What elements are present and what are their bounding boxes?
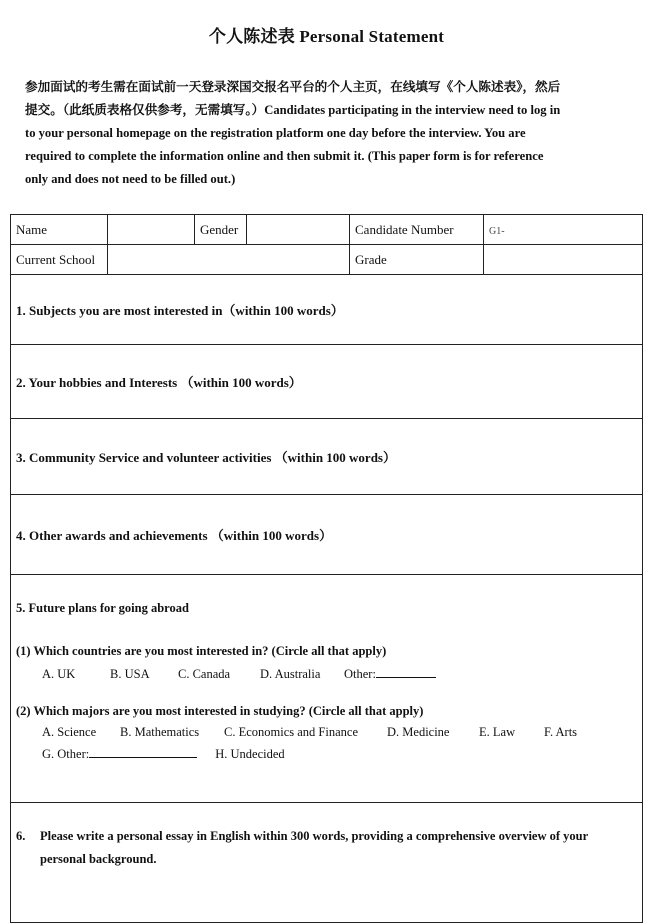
intro-line: to your personal homepage on the registration platform one day before the interview. You are <box>25 126 526 140</box>
q2-option-law[interactable]: E. Law <box>479 725 516 739</box>
section-awards <box>11 495 643 575</box>
section-essay <box>11 803 643 923</box>
section-community-box[interactable] <box>11 419 643 495</box>
intro-line: 参加面试的考生需在面试前一天登录深国交报名平台的个人主页，在线填写《个人陈述表》，然后 <box>25 80 561 94</box>
q2-option-arts[interactable]: F. Arts <box>544 725 578 739</box>
form-table <box>10 214 643 923</box>
grade-field[interactable] <box>484 245 643 275</box>
section-essay-line: personal background. <box>40 852 157 866</box>
intro-paragraph <box>25 76 630 191</box>
grade-label: Grade <box>350 245 484 275</box>
q2-question: (2) Which majors are you most interested in studying? (Circle all that apply) <box>16 704 424 718</box>
q1-question: (1) Which countries are you most interested in? (Circle all that apply) <box>16 644 387 658</box>
page-title: 个人陈述表 Personal Statement <box>208 27 445 46</box>
q2-option-science[interactable]: A. Science <box>42 725 97 739</box>
section-essay-line: Please write a personal essay in English within 300 words, providing a comprehensive overview of your <box>40 829 589 843</box>
q2-option-other[interactable]: G. Other: <box>42 747 90 761</box>
section-essay-prompt <box>16 825 637 871</box>
q2-other-blank[interactable] <box>89 745 197 758</box>
intro-line: 提交。（此纸质表格仅供参考，无需填写。）Candidates participating in the interview need to log in <box>25 103 561 117</box>
q1-option-canada[interactable]: C. Canada <box>178 667 231 681</box>
q1-option-uk[interactable]: A. UK <box>42 667 76 681</box>
section-future-plans <box>11 575 643 803</box>
section-awards-box[interactable] <box>11 495 643 575</box>
current-school-label: Current School <box>11 245 108 275</box>
section-subjects <box>11 275 643 345</box>
section-essay-box[interactable] <box>11 803 643 923</box>
candidate-number-prefix: G1- <box>489 225 505 237</box>
q2-option-mathematics[interactable]: B. Mathematics <box>120 725 200 739</box>
intro-line: only and does not need to be filled out.) <box>25 172 236 186</box>
row-school <box>11 245 643 275</box>
q2-option-economics[interactable]: C. Economics and Finance <box>224 725 358 739</box>
section-awards-title: 4. Other awards and achievements （within 100 words） <box>16 528 333 543</box>
q2-option-medicine[interactable]: D. Medicine <box>387 725 450 739</box>
section-subjects-title: 1. Subjects you are most interested in（within 100 words） <box>16 303 344 318</box>
section-hobbies-title: 2. Your hobbies and Interests （within 100 words） <box>16 375 302 390</box>
name-field[interactable] <box>108 215 195 245</box>
section-community-service <box>11 419 643 495</box>
q2-options-row2 <box>16 745 637 762</box>
intro-line: required to complete the information online and then submit it. (This paper form is for reference <box>25 149 544 163</box>
q1-option-usa[interactable]: B. USA <box>110 667 150 681</box>
q1-options <box>16 665 637 682</box>
candidate-number-field[interactable] <box>484 215 643 245</box>
section-subjects-box[interactable] <box>11 275 643 345</box>
section-community-title: 3. Community Service and volunteer activities （within 100 words） <box>16 450 396 465</box>
section-essay-number: 6. <box>16 829 26 843</box>
candidate-number-label: Candidate Number <box>350 215 484 245</box>
gender-label: Gender <box>195 215 247 245</box>
q1-option-other[interactable]: Other: <box>344 667 376 681</box>
q1-other-blank[interactable] <box>376 665 436 678</box>
name-label: Name <box>11 215 108 245</box>
section-hobbies <box>11 345 643 419</box>
current-school-field[interactable] <box>108 245 350 275</box>
gender-field[interactable] <box>247 215 350 245</box>
section-future-plans-box <box>11 575 643 803</box>
q2-option-undecided[interactable]: H. Undecided <box>215 747 285 761</box>
q2-options-row1 <box>16 725 637 740</box>
row-name <box>11 215 643 245</box>
section-essay-text <box>40 825 588 871</box>
section-future-plans-title: 5. Future plans for going abroad <box>16 601 189 615</box>
q1-option-australia[interactable]: D. Australia <box>260 667 321 681</box>
section-hobbies-box[interactable] <box>11 345 643 419</box>
